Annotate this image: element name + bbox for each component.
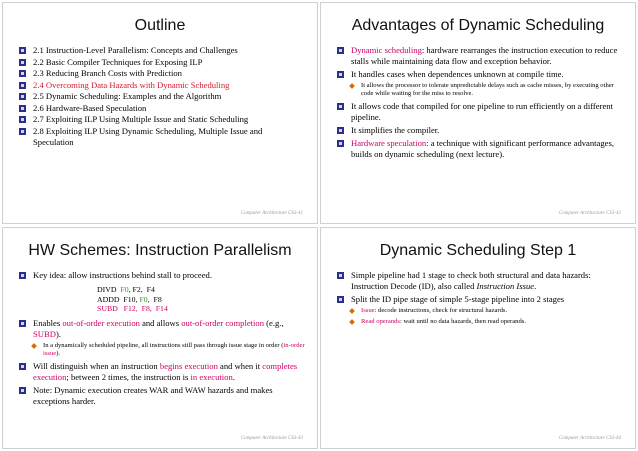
slide-title: HW Schemes: Instruction Parallelism (28, 242, 292, 259)
advantages-list (337, 45, 623, 162)
list-item: Note: Dynamic execution creates WAR and WAW hazards and makes exceptions harder. (19, 385, 305, 407)
bullet-icon (337, 296, 344, 303)
bullet-icon (19, 272, 26, 279)
bullet-icon (19, 105, 26, 112)
list-item: Dynamic scheduling: hardware rearranges the instruction execution to reduce stalls while maintaining data flow and exception behavior. (337, 45, 623, 67)
list-item: 2.7 Exploiting ILP Using Multiple Issue and Static Scheduling (19, 114, 305, 125)
list-item: It allows code that compiled for one pipeline to run efficiently on a different pipeline. (337, 101, 623, 123)
bullet-icon (19, 93, 26, 100)
slide-title: Dynamic Scheduling Step 1 (379, 242, 577, 259)
list-item: 2.1 Instruction-Level Parallelism: Concepts and Challenges (19, 45, 305, 56)
list-item: It handles cases when dependences unknown at compile time. (337, 69, 623, 80)
bullet-icon (337, 103, 344, 110)
code-line: ADDD F10, F0, F8 (97, 294, 162, 304)
list-item: 2.3 Reducing Branch Costs with Prediction (19, 68, 305, 79)
slide-outline (2, 2, 318, 224)
list-item: 2.6 Hardware-Based Speculation (19, 103, 305, 114)
slide-footer: Computer Architecture CS3-41 (240, 211, 303, 216)
step1-list (337, 270, 623, 329)
bullet-icon (19, 47, 26, 54)
slide-step1 (320, 227, 636, 449)
sub-list-item: In a dynamically scheduled pipeline, all instructions still pass through issue stage in order (in-order issue). (19, 342, 305, 358)
diamond-bullet-icon (349, 319, 355, 325)
slide-title: Advantages of Dynamic Scheduling (351, 17, 605, 34)
sub-list-item: It allows the processor to tolerate unpredictable delays such as cache misses, by executing other code while waiting for the miss to resolve. (337, 82, 623, 98)
bullet-icon (19, 82, 26, 89)
list-item-current: 2.4 Overcoming Data Hazards with Dynamic Scheduling (19, 80, 305, 91)
code-line: SUBD F12, F8, F14 (97, 304, 168, 313)
slide-footer: Computer Architecture CS3-44 (558, 436, 621, 441)
diamond-bullet-icon (349, 83, 355, 89)
bullet-icon (19, 387, 26, 394)
list-item: Split the ID pipe stage of simple 5-stage pipeline into 2 stages (337, 294, 623, 305)
bullet-icon (337, 127, 344, 134)
slide-title: Outline (134, 17, 186, 34)
list-item: 2.5 Dynamic Scheduling: Examples and the Algorithm (19, 91, 305, 102)
slide-hw-schemes (2, 227, 318, 449)
code-block (97, 285, 305, 314)
code-line: DIVD F0, F2, F4 (97, 285, 155, 294)
bullet-icon (19, 59, 26, 66)
sub-list-item: Issue: decode instructions, check for structural hazards. (337, 307, 623, 315)
list-item: 2.2 Basic Compiler Techniques for Exposing ILP (19, 57, 305, 68)
list-item: Enables out-of-order execution and allows out-of-order completion (e.g., SUBD). (19, 318, 305, 340)
bullet-icon (19, 70, 26, 77)
hw-schemes-list (19, 270, 305, 409)
bullet-icon (337, 47, 344, 54)
list-item: Will distinguish when an instruction begins execution and when it completes execution; between 2 times, the instruction is in execution. (19, 361, 305, 383)
list-item: Key idea: allow instructions behind stall to proceed. (19, 270, 305, 281)
list-item: Simple pipeline had 1 stage to check both structural and data hazards: Instruction Decode (ID), also called Instruction Issue. (337, 270, 623, 292)
list-item: It simplifies the compiler. (337, 125, 623, 136)
outline-list (19, 45, 305, 148)
diamond-bullet-icon (349, 308, 355, 314)
list-item: 2.8 Exploiting ILP Using Dynamic Scheduling, Multiple Issue and Speculation (19, 126, 305, 148)
bullet-icon (19, 128, 26, 135)
slide-footer: Computer Architecture CS3-42 (558, 211, 621, 216)
bullet-icon (337, 71, 344, 78)
diamond-bullet-icon (31, 343, 37, 349)
bullet-icon (19, 116, 26, 123)
bullet-icon (19, 320, 26, 327)
slide-advantages (320, 2, 636, 224)
slide-footer: Computer Architecture CS3-43 (240, 436, 303, 441)
list-item: Hardware speculation: a technique with significant performance advantages, builds on dynamic scheduling (next lecture). (337, 138, 623, 160)
bullet-icon (337, 272, 344, 279)
sub-list-item: Read operands: wait until no data hazards, then read operands. (337, 318, 623, 326)
bullet-icon (337, 140, 344, 147)
bullet-icon (19, 363, 26, 370)
